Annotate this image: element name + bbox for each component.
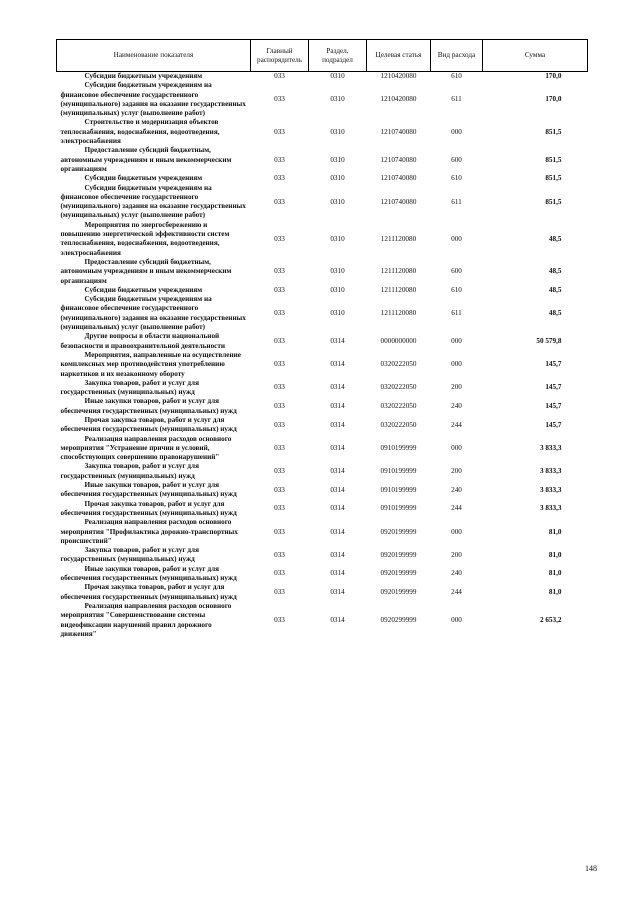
row-admin: 033 [274,467,285,476]
row-admin: 033 [274,72,285,80]
row-expense-type: 200 [451,383,462,392]
table-row [57,286,588,295]
row-admin: 033 [274,587,285,596]
table-row [57,174,588,183]
row-expense-type: 244 [451,420,462,429]
row-amount: 48,5 [548,234,562,243]
row-target: 1211120080 [380,234,417,243]
row-section: 0314 [330,485,345,494]
row-name-cell [57,81,251,118]
row-expense-type: 240 [451,569,462,578]
row-admin: 033 [274,420,285,429]
row-amount: 81,0 [548,550,562,559]
row-target: 0320222050 [380,420,417,429]
row-expense-type: 000 [451,443,462,452]
row-name: Мероприятия, направленные на осуществление комплексных мер противодействия употреблению наркотиков и их незаконному обороту [60,350,241,378]
row-section: 0314 [330,615,345,624]
table-row [57,72,588,82]
row-name-cell [57,435,251,463]
row-name: Закупка товаров, работ и услуг для государственных (муниципальных) нужд [60,462,199,480]
row-section: 0310 [330,197,345,206]
row-name-cell [57,565,251,584]
row-expense-type: 600 [451,155,462,164]
table-row [57,81,588,118]
row-section: 0310 [330,155,345,164]
row-section: 0314 [330,569,345,578]
table-row [57,500,588,519]
table-row [57,146,588,174]
row-expense-type: 244 [451,504,462,513]
row-section: 0310 [330,285,345,294]
row-target: 0910199999 [380,504,417,513]
row-section: 0310 [330,309,345,318]
row-name: Закупка товаров, работ и услуг для государственных (муниципальных) нужд [60,378,199,397]
row-name: Субсидии бюджетным учреждениям [84,174,203,183]
row-name-cell [57,546,251,565]
row-name: Иные закупки товаров, работ и услуг для обеспечения государственных (муниципальных) нужд [60,397,237,415]
row-name-cell [57,397,251,416]
row-amount: 81,0 [548,587,562,596]
row-section: 0314 [330,527,345,536]
table-row [57,565,588,584]
row-admin: 033 [274,95,285,104]
row-amount: 851,5 [545,197,562,206]
row-name: Субсидии бюджетным учреждениям на финансовое обеспечение государственного (муниципального) задания на оказание государственных (муниципальных) услуг (выполнение работ) [60,295,246,332]
row-amount: 145,7 [545,420,562,429]
row-name-cell [57,602,251,639]
row-admin: 033 [274,550,285,559]
row-name: Прочая закупка товаров, работ и услуг для обеспечения государственных (муниципальных) нужд [60,583,237,601]
row-admin: 033 [274,174,285,183]
row-admin: 033 [274,155,285,164]
row-name: Предоставление субсидий бюджетным, автономным учреждениям и иным некоммерческим организациям [60,146,232,173]
row-admin: 033 [274,285,285,294]
row-admin: 033 [274,485,285,494]
row-target: 1211120080 [380,285,417,294]
row-expense-type: 200 [451,550,462,559]
row-target: 0000000000 [380,336,417,345]
row-name: Субсидии бюджетным учреждениям на финансовое обеспечение государственного (муниципального) задания на оказание государственных (муниципальных) услуг (выполнение работ) [60,81,246,118]
row-name-cell [57,184,251,221]
table-row [57,602,588,639]
row-admin: 033 [274,443,285,452]
row-name-cell [57,500,251,519]
row-target: 1210740080 [380,155,417,164]
row-admin: 033 [274,127,285,136]
row-amount: 851,5 [545,127,562,136]
table-body [57,72,588,640]
row-name-cell [57,221,251,258]
row-section: 0314 [330,336,345,345]
table-row [57,546,588,565]
row-target: 1210740080 [380,127,417,136]
row-amount: 170,0 [545,95,562,104]
row-amount: 145,7 [545,383,562,392]
row-expense-type: 000 [451,127,462,136]
row-name: Субсидии бюджетным учреждениям [84,72,203,80]
row-section: 0314 [330,420,345,429]
row-section: 0310 [330,267,345,276]
table-row [57,462,588,481]
table-row [57,221,588,258]
row-admin: 033 [274,615,285,624]
row-expense-type: 200 [451,467,462,476]
row-section: 0310 [330,95,345,104]
row-amount: 3 833,3 [539,485,562,494]
budget-table-container [56,39,587,639]
table-header-row [57,40,588,72]
row-name-cell [57,379,251,398]
row-admin: 033 [274,527,285,536]
row-name-cell [57,416,251,435]
table-row [57,118,588,146]
row-target: 0910199999 [380,485,417,494]
row-admin: 033 [274,336,285,345]
row-name-cell [57,583,251,602]
row-target: 0920199999 [380,550,417,559]
row-name: Реализация направления расходов основного мероприятия "Профилактика дорожно-транспортных происшествий" [60,518,238,545]
table-row [57,583,588,602]
row-name-cell [57,146,251,174]
row-amount: 50 579,8 [536,336,562,345]
row-target: 1210420080 [380,72,417,80]
row-expense-type: 610 [451,174,462,183]
row-amount: 48,5 [548,267,562,276]
row-expense-type: 610 [451,285,462,294]
row-expense-type: 000 [451,615,462,624]
row-admin: 033 [274,383,285,392]
row-amount: 81,0 [548,569,562,578]
row-name-cell [57,481,251,500]
row-expense-type: 611 [451,197,462,206]
row-admin: 033 [274,360,285,369]
row-name-cell [57,118,251,146]
header-section: Раздел, подраздел [309,40,367,72]
row-name: Закупка товаров, работ и услуг для государственных (муниципальных) нужд [60,546,199,564]
row-name-cell [57,351,251,379]
page-number: 148 [585,864,597,873]
row-target: 1211120080 [380,309,417,318]
row-admin: 033 [274,267,285,276]
table-row [57,379,588,398]
row-expense-type: 000 [451,234,462,243]
row-amount: 851,5 [545,174,562,183]
row-section: 0314 [330,383,345,392]
row-expense-type: 240 [451,485,462,494]
row-section: 0314 [330,550,345,559]
row-expense-type: 000 [451,336,462,345]
row-expense-type: 611 [451,95,462,104]
table-row [57,416,588,435]
row-target: 0920199999 [380,527,417,536]
row-expense-type: 000 [451,360,462,369]
row-name-cell [57,332,251,351]
row-name-cell [57,72,251,82]
row-section: 0314 [330,504,345,513]
row-name: Субсидии бюджетным учреждениям [84,285,203,294]
row-expense-type: 611 [451,309,462,318]
header-name: Наименование показателя [57,40,251,72]
table-row [57,184,588,221]
row-target: 0320222050 [380,402,417,411]
row-name: Другие вопросы в области национальной безопасности и правоохранительной деятельности [60,332,226,350]
table-row [57,332,588,351]
row-admin: 033 [274,234,285,243]
row-name: Иные закупки товаров, работ и услуг для обеспечения государственных (муниципальных) нужд [60,564,237,583]
row-target: 0920299999 [380,615,417,624]
header-amount: Сумма [483,40,588,72]
row-amount: 48,5 [548,309,562,318]
row-name: Предоставление субсидий бюджетным, автономным учреждениям и иным некоммерческим организациям [60,257,232,285]
row-target: 1211120080 [380,267,417,276]
row-target: 0320222050 [380,383,417,392]
row-section: 0314 [330,360,345,369]
row-name: Субсидии бюджетным учреждениям на финансовое обеспечение государственного (муниципального) задания на оказание государственных (муниципальных) услуг (выполнение работ) [60,183,246,220]
table-row [57,397,588,416]
row-expense-type: 240 [451,402,462,411]
row-name: Мероприятия по энергосбережению и повышению энергетической эффективности систем теплоснабжения, водоснабжения, водоотведения, электроснабжения [60,220,230,257]
row-name: Прочая закупка товаров, работ и услуг для обеспечения государственных (муниципальных) нужд [60,499,237,517]
row-target: 1210740080 [380,174,417,183]
row-admin: 033 [274,309,285,318]
row-amount: 145,7 [545,360,562,369]
budget-table [56,39,588,639]
row-admin: 033 [274,402,285,411]
row-name-cell [57,258,251,286]
row-target: 0920199999 [380,587,417,596]
row-name: Строительство и модернизация объектов теплоснабжения, водоснабжения, водоотведения, электроснабжения [60,118,220,146]
row-section: 0310 [330,127,345,136]
row-admin: 033 [274,197,285,206]
row-section: 0314 [330,443,345,452]
row-target: 0910199999 [380,467,417,476]
row-expense-type: 244 [451,587,462,596]
row-admin: 033 [274,504,285,513]
row-amount: 851,5 [545,155,562,164]
row-name: Реализация направления расходов основного мероприятия "Совершенствование системы видеофиксации нарушений правил дорожного движения" [60,601,232,638]
header-target: Целевая статья [367,40,431,72]
row-section: 0314 [330,467,345,476]
row-amount: 2 653,2 [539,615,562,624]
row-section: 0310 [330,72,345,80]
row-expense-type: 600 [451,267,462,276]
row-admin: 033 [274,569,285,578]
row-amount: 3 833,3 [539,443,562,452]
table-row [57,258,588,286]
row-amount: 81,0 [548,527,562,536]
row-amount: 145,7 [545,402,562,411]
row-name-cell [57,174,251,183]
row-name-cell [57,462,251,481]
header-expense-type: Вид расхода [431,40,483,72]
row-name-cell [57,518,251,546]
row-name-cell [57,286,251,295]
row-amount: 170,0 [545,72,562,80]
row-expense-type: 000 [451,527,462,536]
row-expense-type: 610 [451,72,462,80]
row-amount: 3 833,3 [539,467,562,476]
row-amount: 48,5 [548,285,562,294]
table-row [57,295,588,332]
table-row [57,481,588,500]
row-name: Реализация направления расходов основного мероприятия "Устранение причин и условий, способствующих совершению правонарушений" [60,434,232,462]
row-section: 0314 [330,402,345,411]
row-section: 0310 [330,234,345,243]
row-amount: 3 833,3 [539,504,562,513]
table-row [57,435,588,463]
row-name: Иные закупки товаров, работ и услуг для обеспечения государственных (муниципальных) нужд [60,481,237,499]
row-section: 0310 [330,174,345,183]
table-row [57,351,588,379]
header-admin: Главный распорядитель [251,40,309,72]
row-target: 1210740080 [380,197,417,206]
row-target: 0320222050 [380,360,417,369]
row-name-cell [57,295,251,332]
table-row [57,518,588,546]
row-section: 0314 [330,587,345,596]
row-target: 1210420080 [380,95,417,104]
row-name: Прочая закупка товаров, работ и услуг для обеспечения государственных (муниципальных) нужд [60,415,237,434]
row-target: 0920199999 [380,569,417,578]
row-target: 0910199999 [380,443,417,452]
